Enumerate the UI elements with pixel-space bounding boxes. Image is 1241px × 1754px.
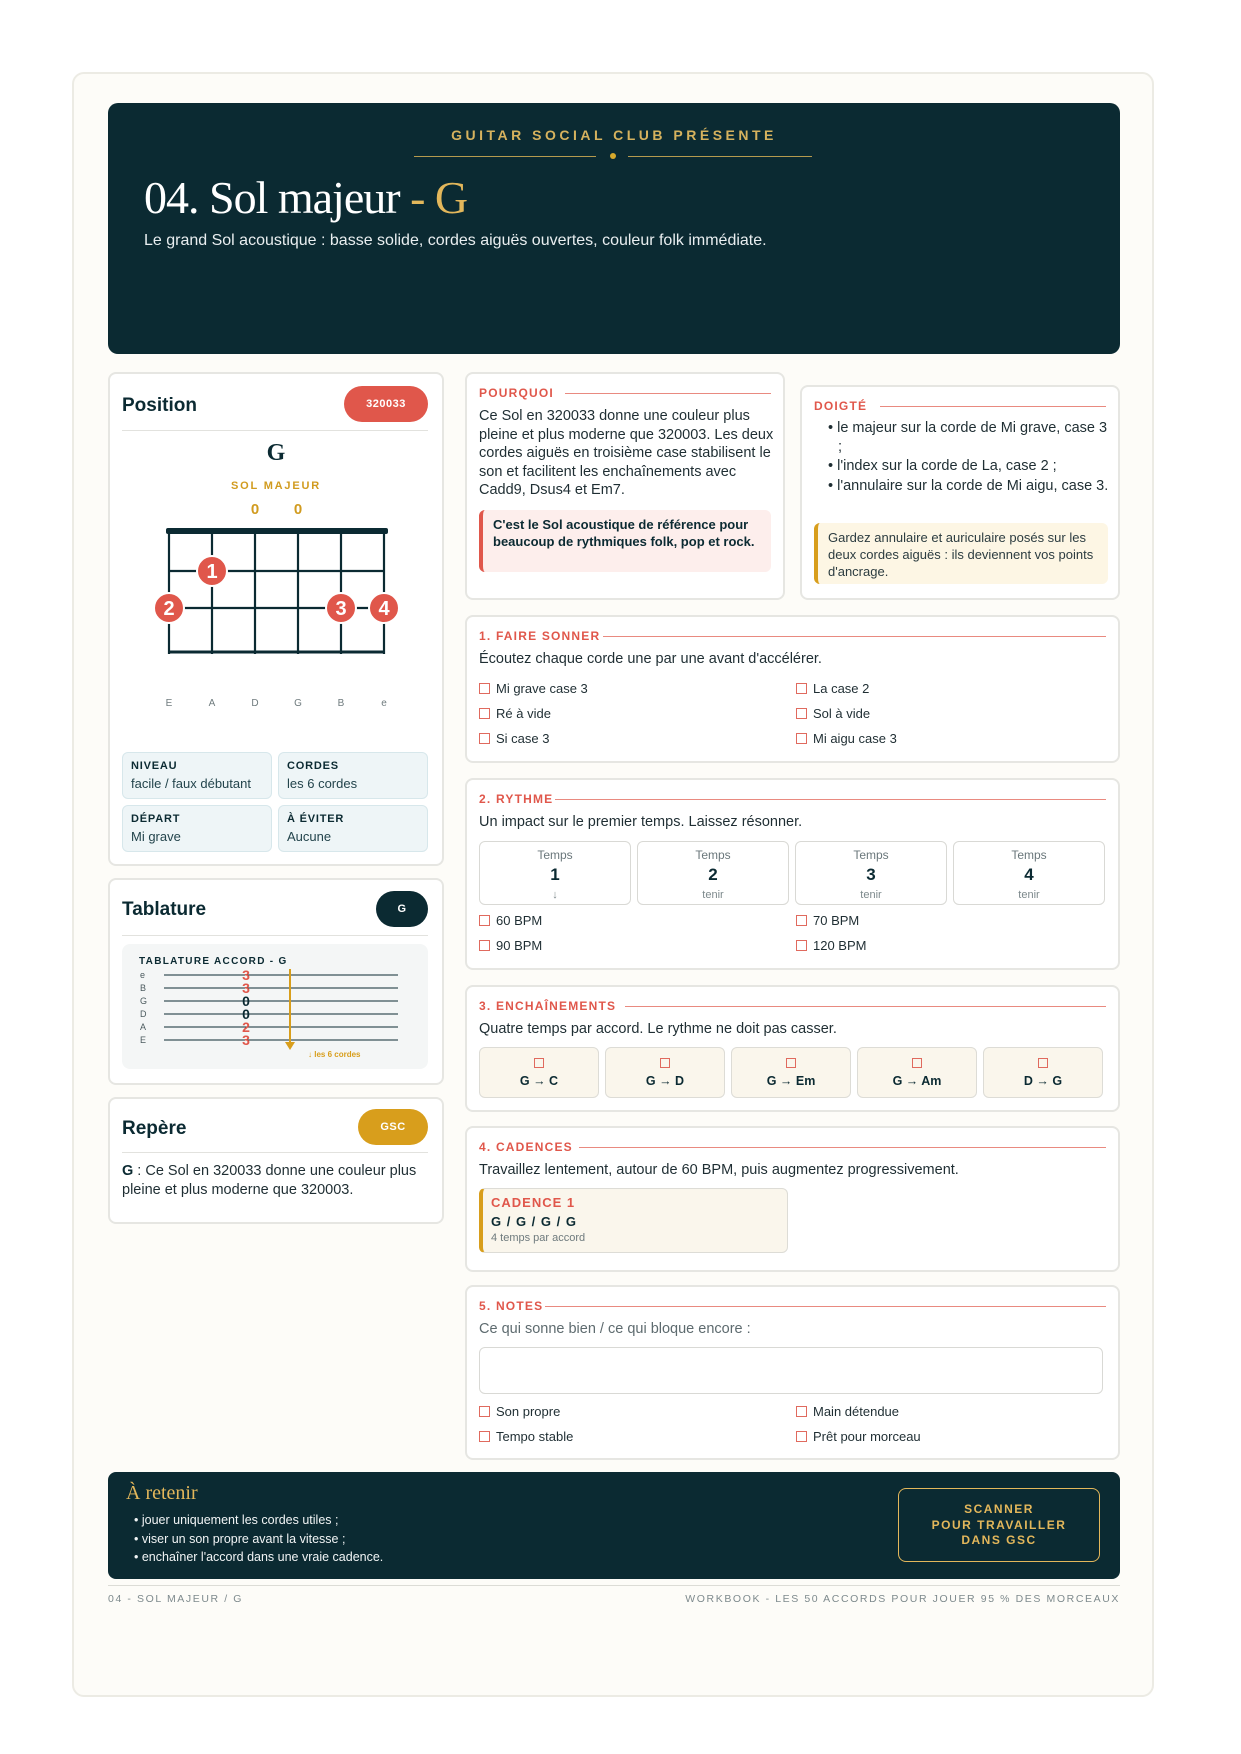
kicker-rule-left xyxy=(414,156,596,157)
repere-body: : Ce Sol en 320033 donne une couleur plus pleine et plus moderne que 320003. xyxy=(122,1163,417,1198)
tab-string-B: B xyxy=(140,983,147,993)
title-sep: - xyxy=(399,172,435,223)
beat-1 xyxy=(479,841,631,905)
fret-grid xyxy=(169,534,384,654)
checkbox[interactable] xyxy=(479,708,490,719)
beat-4 xyxy=(953,841,1105,905)
repere-text xyxy=(122,1162,432,1199)
check-label: Prêt pour morceau xyxy=(813,1429,921,1444)
position-code-badge: 320033 xyxy=(344,386,428,422)
tablature-card xyxy=(108,878,444,1085)
chord-diagram xyxy=(110,494,442,669)
cadence-1 xyxy=(479,1188,788,1253)
faire-sonner-head: 1. FAIRE SONNER xyxy=(479,629,601,643)
title-main: 04. Sol majeur xyxy=(144,172,400,223)
retenir-box xyxy=(108,1472,1120,1579)
check-mi-grave[interactable] xyxy=(479,681,588,696)
checkbox[interactable] xyxy=(479,940,490,951)
kicker-rule-right xyxy=(628,156,812,157)
check-mi-aigu[interactable] xyxy=(796,731,897,746)
cadences-card xyxy=(465,1126,1120,1272)
chain-label: G → D xyxy=(645,1074,685,1088)
hero-kicker: GUITAR SOCIAL CLUB PRÉSENTE xyxy=(451,127,777,143)
tablature-staff xyxy=(122,966,428,1066)
notes-card xyxy=(465,1285,1120,1460)
check-label: Si case 3 xyxy=(496,731,550,746)
info-depart xyxy=(122,805,272,852)
doigte-item: • l'annulaire sur la corde de Mi aigu, case 3. xyxy=(828,477,1109,494)
check-label: La case 2 xyxy=(813,681,870,696)
pourquoi-text: Ce Sol en 320033 donne une couleur plus pleine et plus moderne que 320003. Les deux cordes aiguës en troisième case stabilisent le son et facilitent les enchaînements avec Cadd9, Dsus4 et Em7. xyxy=(479,408,774,498)
tab-string-D: D xyxy=(140,1009,147,1019)
title-chord: G xyxy=(434,172,468,223)
notes-head: 5. NOTES xyxy=(479,1299,544,1313)
scan-line: SCANNER xyxy=(964,1502,1034,1516)
tablature-label: TABLATURE ACCORD - G xyxy=(139,956,288,967)
enchainements-card xyxy=(465,985,1120,1112)
faire-sonner-rule xyxy=(603,636,1106,637)
check-si[interactable] xyxy=(479,731,549,746)
finger-dot-1 xyxy=(197,556,227,586)
string-name-G: G xyxy=(294,698,302,709)
chord-name: G xyxy=(266,440,286,466)
repere-title: Repère xyxy=(122,1118,187,1139)
info-key: CORDES xyxy=(287,760,339,772)
checkbox[interactable] xyxy=(534,1058,544,1068)
check-70-bpm[interactable] xyxy=(796,913,859,928)
notes-prompt: Ce qui sonne bien / ce qui bloque encore : xyxy=(479,1321,751,1337)
retenir-item: • enchaîner l'accord dans une vraie cadence. xyxy=(134,1550,384,1564)
rythme-head: 2. RYTHME xyxy=(479,792,554,806)
string-name-A: A xyxy=(208,698,216,709)
beat-sub: tenir xyxy=(860,889,882,901)
finger-dot-2 xyxy=(154,593,184,623)
check-label: 90 BPM xyxy=(496,938,543,953)
check-label: 70 BPM xyxy=(813,913,860,928)
tab-string-A: A xyxy=(140,1022,147,1032)
check-label: Mi grave case 3 xyxy=(496,681,588,696)
beat-sub: ↓ xyxy=(552,889,558,901)
beat-2 xyxy=(637,841,789,905)
svg-text:4: 4 xyxy=(378,598,390,620)
tab-string-G: G xyxy=(140,996,148,1006)
retenir-item: • viser un son propre avant la vitesse ; xyxy=(134,1531,346,1546)
info-niveau xyxy=(122,752,272,799)
beat-number: 1 xyxy=(550,865,560,884)
strum-note: ↓ les 6 cordes xyxy=(308,1050,361,1059)
checkbox[interactable] xyxy=(479,683,490,694)
checkbox[interactable] xyxy=(479,1431,490,1442)
beat-number: 3 xyxy=(866,865,876,884)
info-cordes xyxy=(278,752,428,799)
footer-rule xyxy=(108,1585,1120,1586)
doigte-rule xyxy=(880,406,1106,407)
strum-arrow-head xyxy=(285,1042,295,1050)
doigte-callout: Gardez annulaire et auriculaire posés sur les deux cordes aiguës : ils deviennent vos points d'ancrage. xyxy=(814,523,1108,584)
doigte-head: DOIGTÉ xyxy=(814,399,868,413)
cadence-label: CADENCE 1 xyxy=(491,1195,576,1210)
beat-label: Temps xyxy=(695,848,731,862)
check-label: Son propre xyxy=(496,1404,561,1419)
tab-fret-G: 0 xyxy=(242,993,250,1009)
tab-fret-E: 3 xyxy=(242,1032,250,1048)
svg-text:3: 3 xyxy=(335,598,347,620)
check-label: Ré à vide xyxy=(496,706,551,721)
repere-badge: GSC xyxy=(358,1109,428,1145)
info-value: facile / faux débutant xyxy=(131,776,251,791)
chain-label: D → G xyxy=(1023,1074,1063,1088)
info-value: les 6 cordes xyxy=(287,776,358,791)
position-title: Position xyxy=(122,395,197,416)
checkbox[interactable] xyxy=(479,915,490,926)
beat-label: Temps xyxy=(537,848,573,862)
info-key: NIVEAU xyxy=(131,760,178,772)
checkbox[interactable] xyxy=(479,1406,490,1417)
string-names xyxy=(110,694,442,714)
check-pret-morceau[interactable] xyxy=(796,1429,921,1444)
footer-right: WORKBOOK - LES 50 ACCORDS POUR JOUER 95 % DES MORCEAUX xyxy=(685,1593,1120,1605)
chain-label: G → Am xyxy=(892,1074,942,1088)
doigte-item: • le majeur sur la corde de Mi grave, case 3 ; xyxy=(828,420,1108,455)
tab-string-e: e xyxy=(140,970,146,980)
info-value: Aucune xyxy=(287,829,332,844)
enchainements-text: Quatre temps par accord. Le rythme ne doit pas casser. xyxy=(479,1021,837,1037)
check-sol[interactable] xyxy=(796,706,870,721)
check-son-propre[interactable] xyxy=(479,1404,560,1419)
hero-subtitle: Le grand Sol acoustique : basse solide, cordes aiguës ouvertes, couleur folk immédiate. xyxy=(144,232,767,249)
check-re[interactable] xyxy=(479,706,551,721)
retenir-title: À retenir xyxy=(126,1482,198,1504)
beat-label: Temps xyxy=(1011,848,1047,862)
scan-line: DANS GSC xyxy=(961,1533,1037,1547)
position-card xyxy=(108,372,444,866)
tablature-divider xyxy=(122,935,428,936)
page-title xyxy=(144,171,467,224)
tab-string-E: E xyxy=(140,1035,147,1045)
chain-label: G → C xyxy=(519,1074,559,1088)
repere-divider xyxy=(122,1152,428,1153)
doigte-list xyxy=(828,419,1114,496)
check-label: Mi aigu case 3 xyxy=(813,731,897,746)
check-label: Main détendue xyxy=(813,1404,900,1419)
check-90-bpm[interactable] xyxy=(479,938,542,953)
repere-card xyxy=(108,1097,444,1224)
finger-dot-3 xyxy=(326,593,356,623)
info-a-eviter xyxy=(278,805,428,852)
chain-label: G → Em xyxy=(766,1074,816,1088)
checkbox[interactable] xyxy=(796,915,807,926)
notes-input[interactable] xyxy=(479,1347,1103,1394)
open-string-g: 0 xyxy=(250,501,260,518)
string-name-B: B xyxy=(337,698,345,709)
check-tempo-stable[interactable] xyxy=(479,1429,573,1444)
string-name-E: E xyxy=(165,698,173,709)
checkbox[interactable] xyxy=(796,1406,807,1417)
pourquoi-callout: C'est le Sol acoustique de référence pour beaucoup de rythmiques folk, pop et rock. xyxy=(479,510,771,572)
info-key: À ÉVITER xyxy=(287,813,345,825)
retenir-list xyxy=(134,1511,383,1567)
doigte-card xyxy=(800,385,1120,600)
tab-fret-B: 3 xyxy=(242,980,250,996)
cadences-text: Travaillez lentement, autour de 60 BPM, puis augmentez progressivement. xyxy=(479,1162,959,1178)
enchainements-head: 3. ENCHAÎNEMENTS xyxy=(479,999,617,1013)
chain-d-g[interactable] xyxy=(983,1047,1103,1098)
svg-text:1: 1 xyxy=(206,561,218,583)
chain-g-am[interactable] xyxy=(857,1047,977,1098)
scan-button[interactable] xyxy=(898,1488,1100,1562)
doigte-item: • l'index sur la corde de La, case 2 ; xyxy=(828,458,1057,474)
beat-label: Temps xyxy=(853,848,889,862)
repere-lead: G xyxy=(122,1163,134,1179)
tablature-box xyxy=(122,944,428,1069)
position-divider xyxy=(122,430,428,431)
checkbox[interactable] xyxy=(796,708,807,719)
notes-rule xyxy=(545,1306,1106,1307)
pourquoi-rule xyxy=(565,393,771,394)
tablature-badge: G xyxy=(376,891,428,927)
faire-sonner-text: Écoutez chaque corde une par une avant d'accélérer. xyxy=(479,651,822,667)
open-string-b: 0 xyxy=(293,501,303,518)
check-la[interactable] xyxy=(796,681,869,696)
info-value: Mi grave xyxy=(131,829,181,844)
check-main-detendue[interactable] xyxy=(796,1404,899,1419)
check-label: Tempo stable xyxy=(496,1429,574,1444)
rythme-card xyxy=(465,778,1120,970)
checkbox[interactable] xyxy=(1038,1058,1048,1068)
tablature-title: Tablature xyxy=(122,899,207,920)
rythme-rule xyxy=(555,799,1106,800)
beat-sub: tenir xyxy=(702,889,724,901)
rythme-text: Un impact sur le premier temps. Laissez résonner. xyxy=(479,814,803,830)
hero-banner xyxy=(108,103,1120,354)
check-label: 120 BPM xyxy=(813,938,867,953)
check-label: Sol à vide xyxy=(813,706,871,721)
string-name-D: D xyxy=(251,698,259,709)
footer-left: 04 - SOL MAJEUR / G xyxy=(108,1593,244,1605)
checkbox[interactable] xyxy=(796,733,807,744)
chord-fullname: SOL MAJEUR xyxy=(231,480,321,492)
svg-text:2: 2 xyxy=(163,598,175,620)
cadence-value: G / G / G / G xyxy=(491,1214,577,1229)
cadence-sub: 4 temps par accord xyxy=(491,1232,586,1244)
finger-dot-4 xyxy=(369,593,399,623)
checkbox[interactable] xyxy=(912,1058,922,1068)
check-label: 60 BPM xyxy=(496,913,543,928)
beat-sub: tenir xyxy=(1018,889,1040,901)
checkbox[interactable] xyxy=(786,1058,796,1068)
checkbox[interactable] xyxy=(479,733,490,744)
tab-fret-e: 3 xyxy=(242,967,250,983)
pourquoi-head: POURQUOI xyxy=(479,386,554,400)
beat-number: 4 xyxy=(1024,865,1034,884)
tab-fret-A: 2 xyxy=(242,1019,250,1035)
beat-number: 2 xyxy=(708,865,718,884)
pourquoi-card xyxy=(465,372,785,600)
checkbox[interactable] xyxy=(796,940,807,951)
beat-3 xyxy=(795,841,947,905)
nut xyxy=(166,528,388,534)
checkbox[interactable] xyxy=(660,1058,670,1068)
chain-g-c[interactable] xyxy=(479,1047,599,1098)
chain-g-em[interactable] xyxy=(731,1047,851,1098)
chain-g-d[interactable] xyxy=(605,1047,725,1098)
kicker-dot xyxy=(610,153,616,159)
enchainements-rule xyxy=(625,1006,1106,1007)
scan-line: POUR TRAVAILLER xyxy=(931,1517,1067,1532)
info-key: DÉPART xyxy=(131,813,181,825)
check-120-bpm[interactable] xyxy=(796,938,866,953)
retenir-item: • jouer uniquement les cordes utiles ; xyxy=(134,1513,339,1527)
tab-fret-D: 0 xyxy=(242,1006,250,1022)
check-60-bpm[interactable] xyxy=(479,913,542,928)
cadences-rule xyxy=(579,1147,1106,1148)
checkbox[interactable] xyxy=(796,683,807,694)
faire-sonner-card xyxy=(465,615,1120,763)
string-name-e: e xyxy=(381,698,387,709)
cadences-head: 4. CADENCES xyxy=(479,1140,573,1154)
checkbox[interactable] xyxy=(796,1431,807,1442)
